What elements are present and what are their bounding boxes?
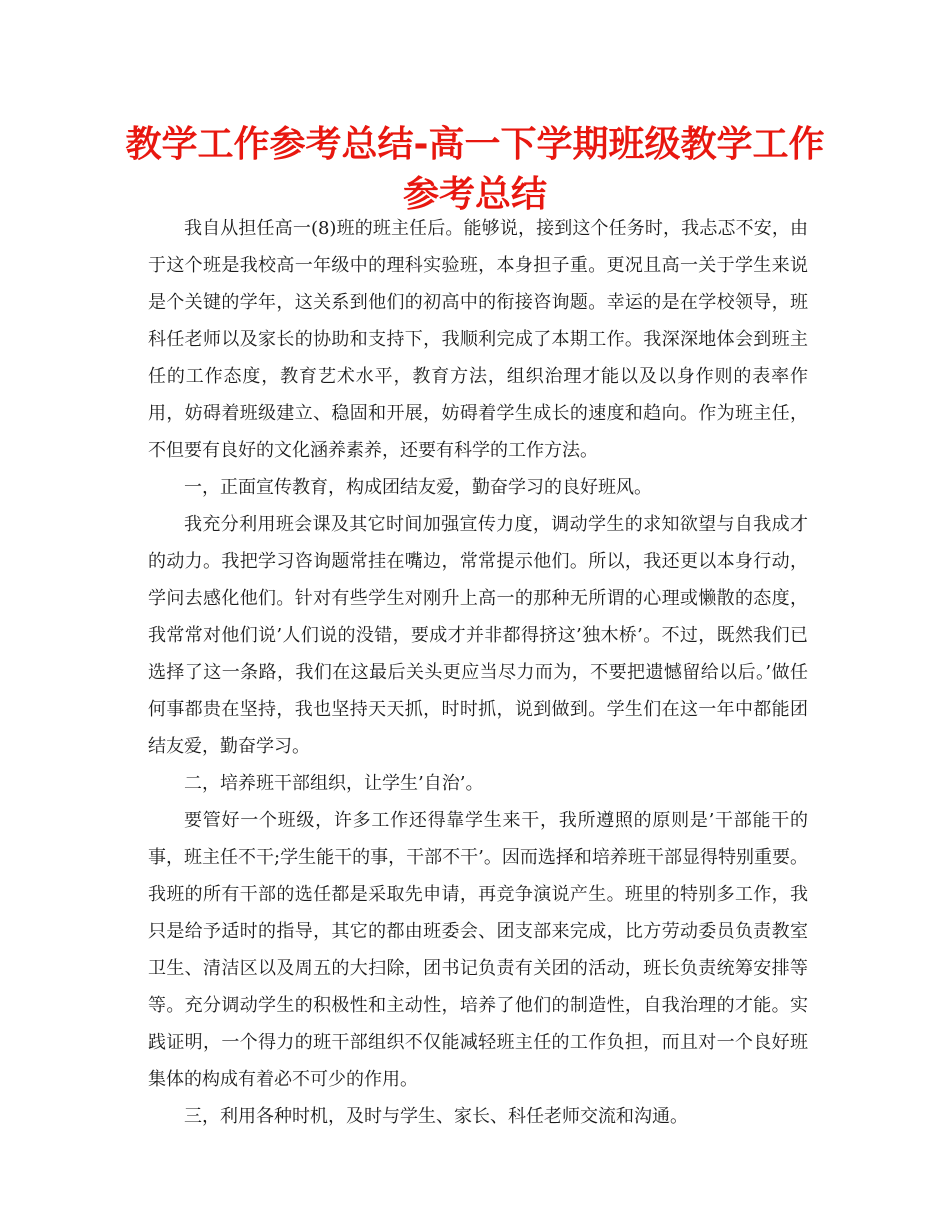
- document-body: [148, 210, 808, 1135]
- paragraph-section-1: 我充分利用班会课及其它时间加强宣传力度，调动学生的求知欲望与自我成才的动力。我把学习咨询题常挂在嘴边，常常提示他们。所以，我还更以本身行动，学问去感化他们。针对有些学生对刚升上高一的那种无所谓的心理或懒散的态度，我常常对他们说’人们说的没错，要成才并非都得挤这’独木桥’。不过，既然我们已选择了这一条路，我们在这最后关头更应当尽力而为，不要把遗憾留给以后。’做任何事都贵在坚持，我也坚持天天抓，时时抓，说到做到。学生们在这一年中都能团结友爱，勤奋学习。: [148, 514, 808, 757]
- paragraph-section-2: 要管好一个班级，许多工作还得靠学生来干，我所遵照的原则是’干部能干的事，班主任不干;学生能干的事，干部不干’。因而选择和培养班干部显得特别重要。我班的所有干部的选任都是采取先申请，再竞争演说产生。班里的特别多工作，我只是给予适时的指导，其它的都由班委会、团支部来完成，比方劳动委员负责教室卫生、清洁区以及周五的大扫除，团书记负责有关团的活动，班长负责统筹安排等等。充分调动学生的积极性和主动性，培养了他们的制造性，自我治理的才能。实践证明，一个得力的班干部组织不仅能减轻班主任的工作负担，而且对一个良好班集体的构成有着必不可少的作用。: [148, 810, 808, 1090]
- heading-section-2: 二，培养班干部组织，让学生’自治’。: [184, 773, 484, 794]
- paragraph-intro: 我自从担任高一(8)班的班主任后。能够说，接到这个任务时，我忐忑不安，由于这个班是我校高一年级中的理科实验班，本身担子重。更况且高一关于学生来说是个关键的学年，这关系到他们的初高中的衔接咨询题。幸运的是在学校领导，班科任老师以及家长的协助和支持下，我顺利完成了本期工作。我深深地体会到班主任的工作态度，教育艺术水平，教育方法，组织治理才能以及以身作则的表率作用，妨碍着班级建立、稳固和开展，妨碍着学生成长的速度和趋向。作为班主任，不但要有良好的文化涵养素养，还要有科学的工作方法。: [148, 218, 808, 461]
- heading-section-3: 三，利用各种时机，及时与学生、家长、科任老师交流和沟通。: [184, 1106, 688, 1127]
- heading-section-1: 一，正面宣传教育，构成团结友爱，勤奋学习的良好班风。: [184, 477, 652, 498]
- document-title: 教学工作参考总结-高一下学期班级教学工作参考总结: [125, 124, 825, 215]
